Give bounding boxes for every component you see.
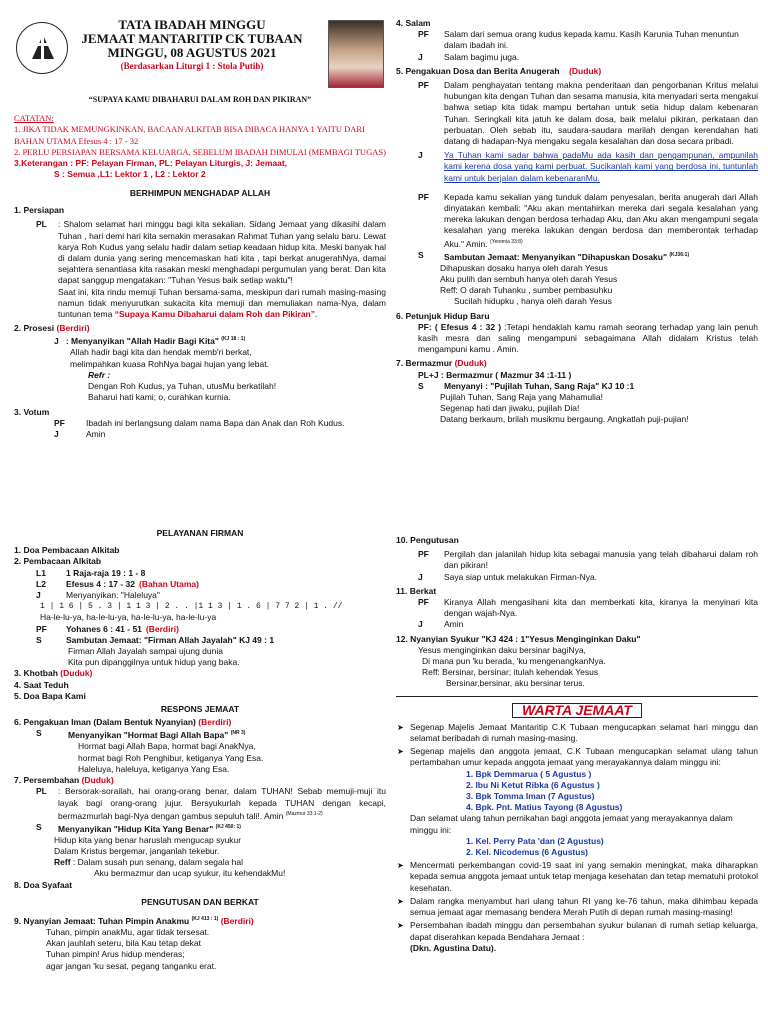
liturgi-line: (Berdasarkan Liturgi 1 : Stola Putih)	[120, 61, 264, 71]
item-saat-teduh: 4. Saat Teduh	[14, 679, 69, 690]
birthday-4: 4. Bpk. Pnt. Matius Tayong (8 Agustus)	[466, 802, 623, 813]
prosesi-song	[14, 334, 386, 347]
pengakuan-iman-note: (Berdiri)	[198, 717, 232, 728]
pengakuan-iman-label: 6. Pengakuan Iman (Dalam Bentuk Nyanyian)	[14, 717, 196, 728]
berkat-j	[396, 619, 758, 630]
item-doa-bapa-kami: 5. Doa Bapa Kami	[14, 690, 86, 701]
keterangan-line-1: 3.Keterangan : PF: Pelayan Firman, PL: Pelayan Liturgis, J: Jemaat,	[14, 158, 288, 169]
item-salam: 4. Salam	[396, 18, 431, 28]
iman-lyric-2: hormat bagi Roh Penghibur, ketiganya Yang Esa.	[78, 752, 264, 763]
item-berkat: 11. Berkat	[396, 585, 437, 596]
keterangan-line-2: S : Semua ,L1: Lektor 1 , L2 : Lektor 2	[54, 169, 206, 180]
bermazmur-plj: PL+J : Bermazmur ( Mazmur 34 :1-11 )	[418, 369, 572, 380]
salam-pf-label: PF	[418, 29, 429, 40]
bermazmur-s-label: S	[418, 380, 424, 391]
catatan-item-1: 1. JIKA TIDAK MEMUNGKINKAN, BACAAN ALKITAB BISA DIBACA HANYA 1 YAITU DARI BAHAN UTAMA Efesus 4 : 17 - 32	[14, 124, 365, 146]
petunjuk-pf-label: PF: ( Efesus 4 : 32 )	[418, 321, 502, 332]
prosesi-lyric-2: melimpahkan kuasa RohNya bagai hujan yang lebat.	[70, 358, 269, 369]
reading-l1-text: 1 Raja-raja 19 : 1 - 8	[66, 567, 146, 578]
persembahan-s-title: Menyanyikan "Hidup Kita Yang Benar"	[58, 823, 214, 834]
warta-item-4: ➤ Dalam rangka menyambut hari ulang tahun RI yang ke-76 tahun, maka dihimbau kepada semua jemaat agar memasang bendera Merah Putih di depan rumah masing-masing!	[396, 896, 758, 918]
haleluya-notation: 1 | 1 6 | 5 . 3 | 1 1 3 | 2 . . |1 1 3 | 1 . 6 | 7 7 2 | 1 . //	[40, 602, 343, 612]
bendahara-name: (Dkn. Agustina Datu).	[410, 942, 497, 953]
salam-j	[396, 52, 758, 63]
persembahan-pl-body: : Bersorak-sorailah, hai orang-orang benar, dalam TUHAN! Sebab memuji-muji itu layak bagi orang-orang jujur. Bersyukurlah kepada TUHAN dengan kecapi, bermazmurlah bagi-Nya dengan gambus sepuluh tali!. Amin	[58, 786, 386, 821]
pengutusan-pf	[396, 549, 758, 571]
item-prosesi	[14, 323, 386, 334]
petunjuk-pf-text: :Tetapi hendaklah kamu ramah seorang terhadap yang lain penuh kasih mesra dan saling mengampuni sebagaimana Allah didalam Kristus telah mengampuni kamu . Amin.	[418, 321, 758, 355]
item-nyanyian-syukur: 12. Nyanyian Syukur "KJ 424 : 1"Yesus Menginginkan Daku"	[396, 633, 641, 644]
warta-item-5: ➤ Persembahan ibadah minggu dan persembahan syukur bulanan di rumah setiap keluarga, dapat diserahkan kepada Bendahara Jemaat :	[396, 920, 758, 942]
syukur-lyric-1: Yesus menginginkan daku bersinar bagiNya,	[418, 644, 586, 655]
item-bermazmur	[396, 358, 758, 369]
title-line-3: MINGGU, 08 AGUSTUS 2021	[107, 45, 277, 60]
persembahan-lyric-3	[14, 857, 386, 868]
dosa-pf-text: Dalam penghayatan tentang makna penderitaan dan pengorbanan Kritus melalui hubungan kita dengan Tuhan dan sesama manusia, kita menyadari serta mengakui bahwa setiap kita tidak mampu bertahan untuk setia hidup dalam kebenaran Tuhan. Seringkali kita jatuh ke dalam dosa, baik melalui pikiran, perkataan dan perbuatan. Oleh sebab itu, saudara-saudara marilah dengan kerendahan hati datang di hadapan-Nya mengaku segala kesalahan dan dosa secara pribadi.	[444, 80, 758, 147]
pimpin-lyric-3: Tuhan pimpin! Arus hidup menderas;	[46, 949, 185, 960]
birthday-3: 3. Bpk Tomma Iman (7 Agustus)	[466, 791, 595, 802]
bermazmur-lyric-3: Datang berkaum, brilah musikmu bergaung. Angkatlah puji-pujian!	[440, 414, 689, 425]
prosesi-label: 2. Prosesi	[14, 323, 55, 334]
reading-j-label: J	[36, 590, 41, 601]
divine-mercy-image	[328, 20, 384, 88]
pengutusan-pf-label: PF	[418, 549, 429, 560]
reading-pf-label: PF	[36, 623, 47, 634]
pengakuan-dosa-note: (Duduk)	[569, 65, 602, 76]
persembahan-pl-ref: (Mazmur 33:1-2)	[285, 810, 323, 817]
pl-text: : Shalom selamat hari minggu bagi kita sekalian. Sidang Jemaat yang dikasihi dalam Tuhan , hari demi hari kita semakin merasakan Rahmat Tuhan yang selalu baru. Lewat karya Roh Kudus yang selalu hadir dalam setiap keadaan hidup kita. Meski banyak hal di dalam dunia yang sering mencemaskan hati kita , tapi berkat anugerahNya, damai sejahtera senantiasa kita rasakan meski menghadapi pergumulan yang berat. Dan kita dapat sanggup mengatakan: "Tuhan Yesus baik setiap waktu"! Saat ini, kita rindu memuji Tuhan bersama-sama, meskipun dari rumah masing-masing namun tidak menyurutkan sukacita kita memuji dan memuliakan nama-Nya, dalam tuntunan tema “Supaya Kamu Dibaharui dalam Roh dan Pikiran”.	[58, 219, 386, 320]
catatan-title: CATATAN:	[14, 113, 54, 124]
dosa-pf2-text	[444, 192, 758, 250]
votum-pf-label: PF	[54, 417, 65, 428]
salam-pf	[396, 29, 758, 51]
persembahan-pl-text	[58, 786, 386, 821]
petunjuk-pf	[396, 322, 758, 356]
iman-lyric-1: Hormat bagi Allah Bapa, hormat bagi AnakNya,	[78, 741, 256, 752]
section-pengutusan: PENGUTUSAN DAN BERKAT	[141, 896, 259, 907]
reading-pf-note: (Berdiri)	[145, 623, 179, 634]
pl-text-1: : Shalom selamat hari minggu bagi kita sekalian. Sidang Jemaat yang dikasihi dalam Tuhan , hari demi hari kita semakin merasakan Rahmat Tuhan yang selalu baru. Lewat karya Roh Kudus yang selalu hadir dalam setiap keadaan hidup kita. Meski banyak hal di dalam dunia yang sering mencemaskan hati kita , tapi berkat anugerahNya, damai sejahtera senantiasa kita rasakan meski menghadapi pergumulan yang berat. Dan kita dapat sanggup mengatakan: "Tuhan Yesus baik setiap waktu"!	[58, 219, 386, 286]
iman-s-title: Menyanyikan "Hormat Bagi Allah Bapa"	[68, 730, 229, 741]
pl-label: PL	[36, 219, 47, 230]
berkat-pf-label: PF	[418, 597, 429, 608]
dosa-j-text: Ya Tuhan kami sadar bahwa padaMu ada kasih dan pengampunan, ampunilah kami kerena dosa yang kami perbuat. Sucikanlah kami yang berdosa ini, tuntunlah kami untuk berjalan dalam kebenaranMu.	[444, 150, 758, 183]
warta-item-3: ➤ Mencermati perkembangan covid-19 saat ini yang semakin meningkat, maka diharapkan kepada semua anggota jemaat untuk tetap menjaga kesehatan dan tetap mematuhi protokol kesehatan.	[396, 860, 758, 894]
item-pengakuan-dosa	[396, 66, 758, 77]
warta-jemaat-title: WARTA JEMAAT	[512, 703, 642, 718]
bermazmur-s-text: Menyanyi : "Pujilah Tuhan, Sang Raja" KJ 10 :1	[444, 380, 635, 391]
votum-pf-text: Ibadah ini berlangsung dalam nama Bapa dan Anak dan Roh Kudus.	[86, 417, 345, 428]
reading-j	[14, 590, 386, 601]
theme-line: “SUPAYA KAMU DIBAHARUI DALAM ROH DAN PIKIRAN”	[88, 95, 312, 104]
dosa-lyric-4: Sucilah hidupku , hanya oleh darah Yesus	[454, 296, 612, 307]
votum-pf	[14, 418, 386, 429]
berkat-pf-text: Kiranya Allah mengasihani kita dan memberkati kita, kiranya la menyinari kita dengan wajah-Nya.	[444, 597, 758, 619]
pengutusan-j-text: Saya siap untuk melakukan Firman-Nya.	[444, 571, 598, 582]
bermazmur-label: 7. Bermazmur	[396, 358, 453, 369]
nyanyian-jemaat-note: (Berdiri)	[220, 915, 254, 926]
prosesi-note: (Berdiri)	[56, 323, 90, 334]
prosesi-kj: (KJ 18 : 1)	[221, 336, 246, 343]
haleluya-lyric: Ha-le-lu-ya, ha-le-lu-ya, ha-le-lu-ya, ha-le-lu-ya	[40, 612, 217, 623]
iman-s-text	[68, 728, 245, 741]
pengutusan-pf-text: Pergilah dan jalanilah hidup kita sebagai manusia yang telah dibaharui dalam roh dan pikiran!	[444, 549, 758, 571]
salam-pf-text: Salam dari semua orang kudus kepada kamu. Kasih Karunia Tuhan menuntun dalam ibadah ini.	[444, 29, 739, 51]
section-respons-jemaat: RESPONS JEMAAT	[160, 704, 240, 715]
dosa-pf2	[396, 192, 758, 250]
berkat-j-text: Amin	[444, 619, 464, 630]
votum-j-label: J	[54, 428, 59, 439]
item-pengakuan-iman	[14, 717, 386, 728]
dosa-pf2-label: PF	[418, 191, 429, 202]
item-votum: 3. Votum	[14, 406, 50, 417]
persembahan-s	[14, 822, 386, 835]
anniversary-1: 1. Kel. Perry Pata 'dan (2 Agustus)	[466, 835, 604, 846]
birthday-1: 1. Bpk Demmarua ( 5 Agustus )	[466, 768, 592, 779]
item-persiapan: 1. Persiapan	[14, 205, 65, 216]
dosa-j-label: J	[418, 150, 423, 161]
item-pembacaan-alkitab: 2. Pembacaan Alkitab	[14, 556, 102, 567]
votum-j	[14, 429, 386, 440]
prosesi-refr: Refr :	[88, 369, 111, 380]
catatan-item-2: 2. PERLU PERSIAPAN BERSAMA KELUARGA, SEBELUM IBADAH DIMULAI (MEMBAGI TUGAS)	[14, 146, 386, 157]
dosa-s-kj: (KJ36:1)	[669, 251, 690, 258]
item-doa-syafaat: 8. Doa Syafaat	[14, 879, 73, 890]
nyanyian-jemaat-label: 9. Nyanyian Jemaat: Tuhan Pimpin Anakmu	[14, 915, 190, 926]
prosesi-j: J	[54, 336, 59, 347]
prosesi-refr-1: Dengan Roh Kudus, ya Tuhan, utusMu berkatilah!	[88, 381, 277, 392]
item-pengutusan: 10. Pengutusan	[396, 535, 459, 545]
pimpin-lyric-1: Tuhan, pimpin anakMu, agar tidak tersesat.	[46, 927, 210, 938]
nyanyian-jemaat-kj: (KJ 413 : 1)	[191, 915, 219, 922]
top-right-column	[396, 18, 758, 426]
berkat-j-label: J	[418, 619, 423, 630]
persembahan-s-kj: (KJ 450: 1)	[215, 823, 241, 830]
top-left-column	[14, 16, 386, 440]
reading-l1-label: L1	[36, 567, 46, 578]
persembahan-pl	[14, 786, 386, 821]
persembahan-label: 7. Persembahan	[14, 775, 80, 786]
firman-lyric-2: Kita pun dipanggilnya untuk hidup yang baka.	[68, 657, 240, 668]
persembahan-lyric-2: Dalam Kristus bergemar, janganlah tekebur.	[54, 845, 220, 856]
item-khotbah	[14, 668, 386, 679]
header-title-block	[58, 18, 326, 73]
prosesi-lyric-1: Allah hadir bagi kita dan hendak memb'ri berkat,	[70, 347, 252, 358]
salam-j-text: Salam bagimu juga.	[444, 51, 520, 62]
dosa-j	[396, 150, 758, 184]
catatan-block	[14, 113, 386, 158]
iman-s	[14, 728, 386, 741]
pl-theme: “Supaya Kamu Dibaharui dalam Roh dan Pikiran”	[114, 309, 316, 320]
section-berhimpun: BERHIMPUN MENGHADAP ALLAH	[129, 188, 271, 199]
prosesi-song-title: : Menyanyikan "Allah Hadir Bagi Kita"	[65, 336, 219, 347]
dosa-pf-label: PF	[418, 80, 429, 91]
pimpin-lyric-4: agar jangan 'ku sesat, pegang tanganku erat.	[46, 960, 217, 971]
pl-text-2: Saat ini, kita rindu memuji Tuhan bersama-sama, meskipun dari rumah masing-masing namun tidak menyurutkan sukacita kita memuji dan memuliakan nama-Nya, dalam tuntunan tema	[58, 286, 386, 320]
item-doa-pembacaan: 1. Doa Pembacaan Alkitab	[14, 545, 120, 556]
anniversary-list	[396, 836, 758, 858]
bermazmur-note: (Duduk)	[454, 358, 487, 369]
pimpin-lyric-2: Akan jauhlah seteru, bila Kau tetap dekat	[46, 938, 201, 949]
anniversary-intro: Dan selamat ulang tahun pernikahan bagi anggota jemaat yang merayakannya dalam minggu ini:	[410, 813, 733, 835]
title-line-2: JEMAAT MANTARITIP CK TUBAAN	[81, 31, 303, 46]
bermazmur-lyric-2: Segenap hati dan jiwaku, pujilah Dia!	[440, 403, 580, 414]
warta-divider	[396, 696, 758, 697]
reading-l2-label: L2	[36, 578, 46, 589]
persembahan-note: (Duduk)	[81, 775, 114, 786]
iman-lyric-3: Haleluya, haleluya, ketiganya Yang Esa.	[78, 763, 230, 774]
reading-j-text: Menyanyikan: "Haleluya"	[66, 590, 160, 601]
persembahan-s-label: S	[36, 821, 42, 832]
reading-l1	[14, 568, 386, 579]
anniversary-2: 2. Kel. Nicodemus (6 Agustus)	[466, 847, 589, 858]
persiapan-pl	[14, 219, 386, 320]
reading-l2-text: Efesus 4 : 17 - 32	[66, 578, 135, 589]
bermazmur-lyric-1: Pujilah Tuhan, Sang Raja yang Mahamulia!	[440, 391, 604, 402]
bermazmur-s	[396, 381, 758, 392]
bottom-left-column	[14, 524, 386, 972]
item-petunjuk: 6. Petunjuk Hidup Baru	[396, 310, 490, 321]
dosa-lyric-2: Aku pulih dan sembuh hanya oleh darah Yesus	[440, 273, 618, 284]
dosa-pf2-ref: (Yeremia 33:8)	[490, 238, 523, 245]
reading-s-label: S	[36, 634, 42, 645]
persembahan-reff-label: Reff	[54, 857, 71, 868]
khotbah-label: 3. Khotbah	[14, 668, 58, 679]
syukur-lyric-4: Bersinar,bersinar, aku bersinar terus.	[446, 678, 585, 689]
dosa-s-label: S	[418, 249, 424, 260]
dosa-s-text	[444, 250, 689, 263]
khotbah-note: (Duduk)	[60, 668, 93, 679]
persembahan-lyric-4: Aku bermazmur dan ucap syukur, itu kehendakMu!	[94, 868, 286, 879]
item-persembahan	[14, 775, 386, 786]
persembahan-pl-label: PL	[36, 786, 47, 797]
dosa-s-title: Sambutan Jemaat: Menyanyikan "Dihapuskan Dosaku"	[444, 251, 667, 262]
reading-l2	[14, 579, 386, 590]
iman-s-label: S	[36, 728, 42, 739]
birthday-2: 2. Ibu Ni Ketut Ribka (6 Agustus )	[466, 779, 600, 790]
warta-item-2: ➤ Segenap majelis dan anggota jemaat, C.K Tubaan mengucapkan selamat ulang tahun pertambahan umur kepada anggota jemaat yang merayakannya dalam minggu ini:	[396, 746, 758, 768]
prosesi-refr-2: Baharui hati kami; o, curahkan kurnia.	[88, 392, 231, 403]
syukur-lyric-3: Reff: Bersinar, bersinar; itulah kehendak Yesus	[422, 667, 599, 678]
dosa-pf	[396, 80, 758, 147]
reading-l2-note: (Bahan Utama)	[138, 578, 199, 589]
berkat-pf	[396, 597, 758, 619]
votum-j-text: Amin	[86, 428, 106, 439]
syukur-lyric-2: Di mana pun 'ku berada, 'ku mengenangkanNya.	[422, 656, 606, 667]
firman-lyric-1: Firman Allah Jayalah sampai ujung dunia	[68, 646, 223, 657]
birthday-list	[396, 769, 758, 814]
salam-j-label: J	[418, 51, 423, 62]
persembahan-lyric-1: Hidup kita yang benar haruslah mengucap syukur	[54, 834, 242, 845]
logo-cross-bar	[35, 43, 51, 46]
dosa-pf2-body: Kepada kamu sekalian yang tunduk dalam penyesalan, berita anugerah dari Allah dinyatakan kembali: "Aku akan mentahirkan mereka dari segala kesalahan yang mereka lakukan dengan berdosa terhadap Aku, dan Aku akan mengampuni segala kesalahan yang mereka lakukan dengan berdosa dan memberontak terhadap Aku." Amin.	[444, 191, 758, 249]
pengutusan-j-label: J	[418, 571, 423, 582]
reading-s	[14, 635, 386, 646]
warta-item-1: ➤ Segenap Majelis Jemaat Mantaritip C.K Tubaan mengucapkan selamat hari minggu dan selamat beribadah di rumah masing-masing.	[396, 722, 758, 744]
pengutusan-j	[396, 572, 758, 583]
dosa-s	[396, 250, 758, 263]
persembahan-reff-text: : Dalam susah pun senang, dalam segala hal	[72, 857, 244, 868]
reading-s-text: Sambutan Jemaat: "Firman Allah Jayalah" KJ 49 : 1	[66, 634, 275, 645]
pengakuan-dosa-label: 5. Pengakuan Dosa dan Berita Anugerah	[396, 65, 560, 76]
dosa-lyric-3: Reff: O darah Tuhanku , sumber pembasuhku	[440, 285, 613, 296]
bottom-right-column	[396, 535, 758, 954]
reading-pf	[14, 624, 386, 635]
persembahan-s-text	[58, 822, 241, 835]
header	[14, 16, 386, 92]
reading-pf-text: Yohanes 6 : 41 - 51	[66, 623, 142, 634]
section-pelayanan-firman: PELAYANAN FIRMAN	[156, 528, 244, 538]
iman-s-nr: (NR 3)	[230, 730, 246, 737]
logo-cross	[41, 31, 44, 67]
title-line-1: TATA IBADAH MINGGU	[118, 17, 266, 32]
dosa-lyric-1: Dihapuskan dosaku hanya oleh darah Yesus	[440, 262, 608, 273]
item-nyanyian-jemaat	[14, 914, 386, 927]
